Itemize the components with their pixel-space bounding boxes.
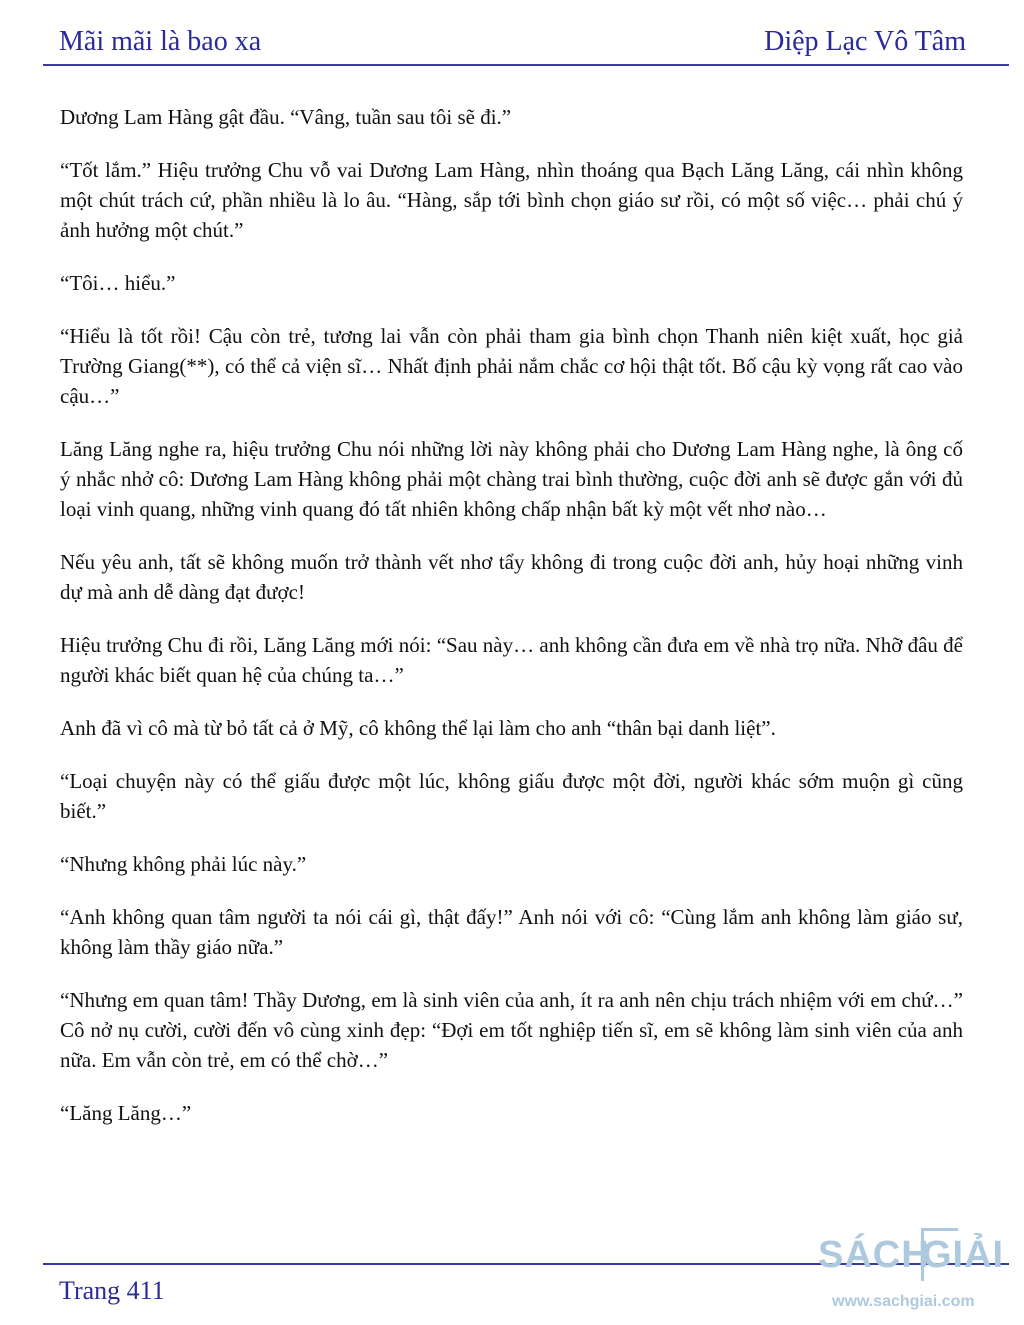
watermark-url: www.sachgiai.com [832,1293,975,1310]
paragraph-2: “Tốt lắm.” Hiệu trưởng Chu vỗ vai Dương Lam Hàng, nhìn thoáng qua Bạch Lăng Lăng, cái nhìn không một chút trách cứ, phần nhiều là lo âu. “Hàng, sắp tới bình chọn giáo sư rồi, có một số việc… phải chú ý ảnh hưởng một chút.” [60,158,963,242]
page-number: Trang 411 [59,1276,165,1305]
author-name: Diệp Lạc Vô Tâm [764,26,966,57]
paragraph-13: “Lăng Lăng…” [60,1101,192,1125]
paragraph-8: Anh đã vì cô mà từ bỏ tất cả ở Mỹ, cô không thể lại làm cho anh “thân bại danh liệt”. [60,716,776,740]
watermark-brand-left: SÁCH [818,1234,930,1276]
paragraph-6: Nếu yêu anh, tất sẽ không muốn trở thành vết nhơ tẩy không đi trong cuộc đời anh, hủy hoại những vinh dự mà anh dễ dàng đạt được! [60,550,963,604]
watermark-logo [818,1227,1018,1319]
paragraph-5: Lăng Lăng nghe ra, hiệu trưởng Chu nói những lời này không phải cho Dương Lam Hàng nghe, là ông cố ý nhắc nhở cô: Dương Lam Hàng không phải một chàng trai bình thường, cuộc đời anh sẽ được gắn với đủ loại vinh quang, những vinh quang đó tất nhiên không chấp nhận bất kỳ một vết nhơ nào… [60,437,963,521]
header-rule [43,64,1009,66]
paragraph-12: “Nhưng em quan tâm! Thầy Dương, em là sinh viên của anh, ít ra anh nên chịu trách nhiệm với em chứ…” Cô nở nụ cười, cười đến vô cùng xinh đẹp: “Đợi em tốt nghiệp tiến sĩ, em sẽ không làm sinh viên của anh nữa. Em vẫn còn trẻ, em có thể chờ…” [60,988,963,1072]
watermark-brand-right: GIẢI [922,1234,1005,1276]
paragraph-7: Hiệu trưởng Chu đi rồi, Lăng Lăng mới nói: “Sau này… anh không cần đưa em về nhà trọ nữa. Nhỡ đâu để người khác biết quan hệ của chúng ta…” [60,633,963,687]
paragraph-9: “Loại chuyện này có thể giấu được một lúc, không giấu được một đời, người khác sớm muộn gì cũng biết.” [60,769,963,823]
book-title: Mãi mãi là bao xa [59,26,262,57]
paragraph-4: “Hiểu là tốt rồi! Cậu còn trẻ, tương lai vẫn còn phải tham gia bình chọn Thanh niên kiệt xuất, học giả Trường Giang(**), có thể cả viện sĩ… Nhất định phải nắm chắc cơ hội thật tốt. Bố cậu kỳ vọng rất cao vào cậu…” [60,324,963,408]
paragraph-11: “Anh không quan tâm người ta nói cái gì, thật đấy!” Anh nói với cô: “Cùng lắm anh không làm giáo sư, không làm thầy giáo nữa.” [60,905,963,959]
page-body [60,102,963,1151]
paragraph-3: “Tôi… hiểu.” [60,271,176,295]
paragraph-10: “Nhưng không phải lúc này.” [60,852,307,876]
paragraph-1: Dương Lam Hàng gật đầu. “Vâng, tuần sau tôi sẽ đi.” [60,105,512,129]
